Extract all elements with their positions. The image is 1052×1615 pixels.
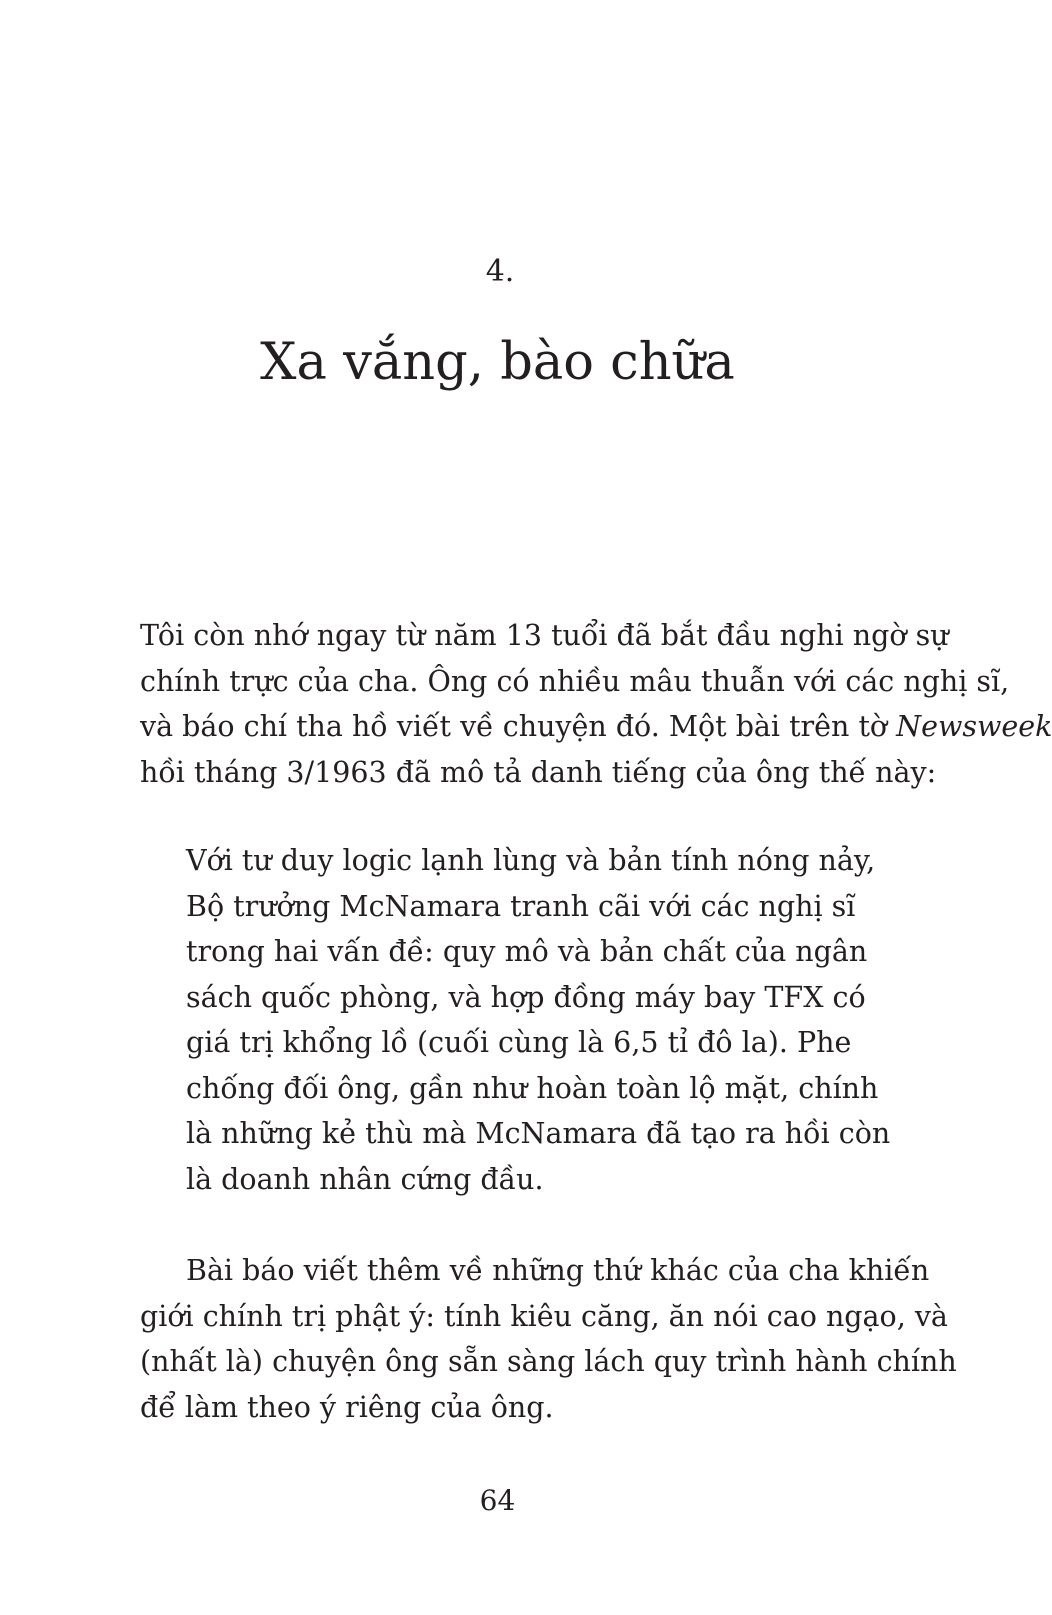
quote-line: Bộ trưởng McNamara tranh cãi với các nghị sĩ: [186, 889, 856, 923]
quote-line: là doanh nhân cứng đầu.: [186, 1162, 544, 1196]
quote-line: giá trị khổng lồ (cuối cùng là 6,5 tỉ đô la). Phe: [186, 1026, 852, 1059]
chapter-number: 4.: [485, 254, 515, 289]
quote-line: là những kẻ thù mà McNamara đã tạo ra hồi còn: [186, 1117, 891, 1150]
text-line: chính trực của cha. Ông có nhiều mâu thuẫn với các nghị sĩ,: [140, 664, 1010, 698]
quote-line: sách quốc phòng, và hợp đồng máy bay TFX có: [186, 980, 866, 1014]
chapter-title: Xa vắng, bào chữa: [260, 333, 735, 392]
text-line: Tôi còn nhớ ngay từ năm 13 tuổi đã bắt đầu nghi ngờ sự: [140, 619, 949, 652]
text-line: [140, 704, 1052, 750]
text-segment: và báo chí tha hồ viết về chuyện đó. Một bài trên tờ: [140, 710, 897, 743]
quote-line: chống đối ông, gần như hoàn toàn lộ mặt, chính: [186, 1071, 879, 1105]
text-line: Bài báo viết thêm về những thứ khác của cha khiến: [186, 1254, 930, 1287]
body-paragraph-2: [140, 1248, 957, 1430]
block-quote: [186, 838, 891, 1202]
text-line: (nhất là) chuyện ông sẵn sàng lách quy trình hành chính: [140, 1345, 957, 1378]
body-paragraph-1: [140, 613, 1052, 795]
text-line: giới chính trị phật ý: tính kiêu căng, ăn nói cao ngạo, và: [140, 1299, 948, 1333]
publication-name: Newsweek: [896, 710, 1052, 743]
quote-line: Với tư duy logic lạnh lùng và bản tính nóng nảy,: [186, 844, 876, 877]
text-line: hồi tháng 3/1963 đã mô tả danh tiếng của ông thế này:: [140, 755, 937, 789]
quote-line: trong hai vấn đề: quy mô và bản chất của ngân: [186, 935, 868, 968]
page-number: 64: [479, 1484, 516, 1517]
text-line: để làm theo ý riêng của ông.: [140, 1390, 554, 1424]
